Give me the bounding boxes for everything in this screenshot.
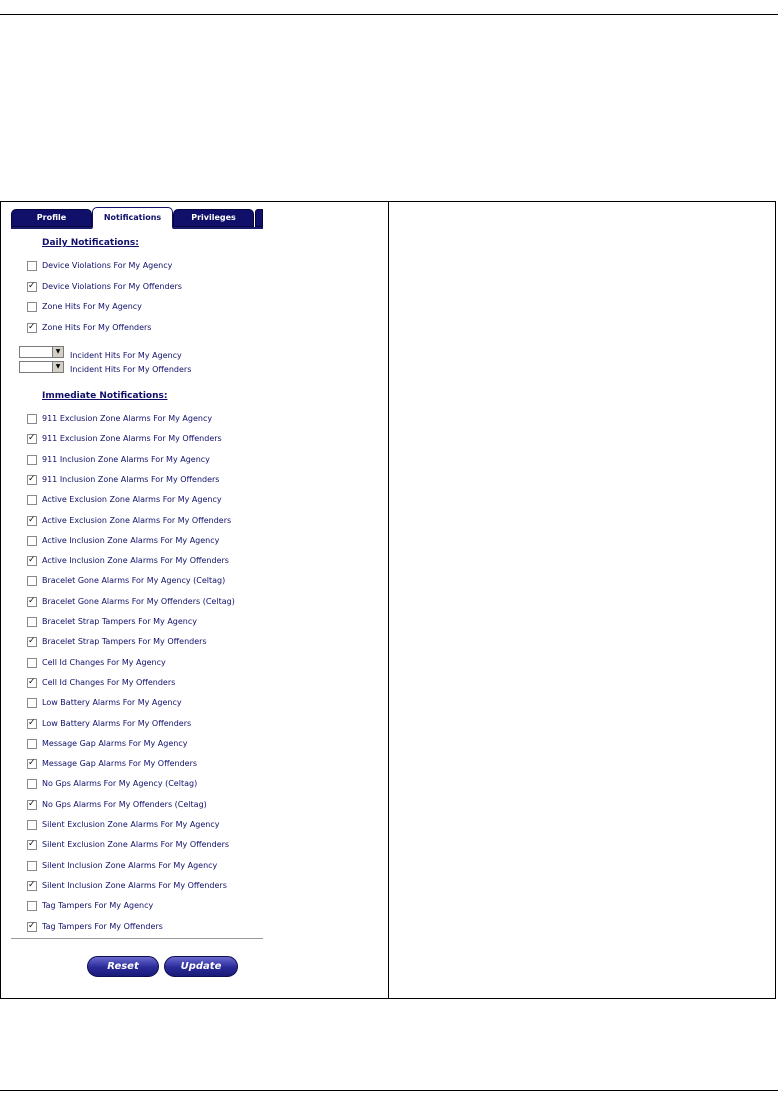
checkmark-icon: ✓ <box>28 280 36 291</box>
notification-label: Zone Hits For My Offenders <box>42 322 152 332</box>
notification-checkbox[interactable] <box>27 861 37 871</box>
table-column-divider <box>388 202 389 998</box>
notification-label: Cell Id Changes For My Agency <box>42 657 166 667</box>
notification-checkbox[interactable] <box>27 739 37 749</box>
notification-checkbox[interactable] <box>27 516 37 526</box>
immediate-notifications-heading: Immediate Notifications: <box>42 391 168 401</box>
checkmark-icon: ✓ <box>28 920 36 931</box>
notification-checkbox[interactable] <box>27 434 37 444</box>
tab-overflow[interactable] <box>255 209 263 227</box>
notification-label: Low Battery Alarms For My Agency <box>42 698 182 708</box>
notification-label: Active Exclusion Zone Alarms For My Agency <box>42 495 222 505</box>
notification-checkbox[interactable] <box>27 779 37 789</box>
checkmark-icon: ✓ <box>28 798 36 809</box>
checkmark-icon: ✓ <box>28 321 36 332</box>
notification-checkbox[interactable] <box>27 261 37 271</box>
notification-checkbox[interactable] <box>27 820 37 830</box>
incident-offenders-select[interactable] <box>19 361 64 373</box>
notification-checkbox[interactable] <box>27 414 37 424</box>
tab-privileges[interactable]: Privileges <box>173 209 254 227</box>
checkmark-icon: ✓ <box>28 433 36 444</box>
notification-label: Tag Tampers For My Agency <box>42 901 154 911</box>
notification-checkbox[interactable] <box>27 658 37 668</box>
incident-agency-select[interactable] <box>19 346 64 358</box>
page-header-rule <box>0 14 778 15</box>
update-button[interactable]: Update <box>164 956 238 977</box>
notification-label: Active Inclusion Zone Alarms For My Agency <box>42 535 220 545</box>
notification-label: Bracelet Strap Tampers For My Agency <box>42 617 198 626</box>
chevron-down-icon: ▼ <box>52 347 63 357</box>
notifications-screenshot <box>11 207 263 988</box>
notification-label: Silent Exclusion Zone Alarms For My Offenders <box>42 840 230 850</box>
notification-checkbox[interactable] <box>27 759 37 769</box>
notification-label: 911 Inclusion Zone Alarms For My Agency <box>42 454 210 464</box>
reset-button[interactable]: Reset <box>87 956 159 977</box>
notification-checkbox[interactable] <box>27 800 37 810</box>
notification-label: Device Violations For My Offenders <box>42 281 182 291</box>
notification-label: No Gps Alarms For My Agency (Celtag) <box>42 779 198 789</box>
notification-label: Silent Exclusion Zone Alarms For My Agency <box>42 820 220 829</box>
notification-checkbox[interactable] <box>27 678 37 688</box>
notification-checkbox[interactable] <box>27 323 37 333</box>
notification-checkbox[interactable] <box>27 637 37 647</box>
notification-checkbox[interactable] <box>27 698 37 708</box>
incident-offenders-label: Incident Hits For My Offenders <box>70 365 192 374</box>
notification-checkbox[interactable] <box>27 719 37 729</box>
page-footer-rule <box>0 1090 778 1091</box>
notification-checkbox[interactable] <box>27 901 37 911</box>
notification-checkbox[interactable] <box>27 302 37 312</box>
document-table <box>0 201 776 999</box>
notification-label: 911 Exclusion Zone Alarms For My Agency <box>42 414 213 423</box>
notification-label: Bracelet Gone Alarms For My Agency (Celtag) <box>42 576 226 586</box>
checkmark-icon: ✓ <box>28 595 36 606</box>
notification-checkbox[interactable] <box>27 282 37 292</box>
checkmark-icon: ✓ <box>28 717 36 728</box>
notification-checkbox[interactable] <box>27 617 37 627</box>
checkmark-icon: ✓ <box>28 514 36 525</box>
notification-checkbox[interactable] <box>27 536 37 546</box>
chevron-down-icon: ▼ <box>52 362 63 372</box>
incident-agency-label: Incident Hits For My Agency <box>70 351 182 360</box>
notification-label: Cell Id Changes For My Offenders <box>42 677 176 687</box>
tab-notifications[interactable]: Notifications <box>92 207 173 229</box>
notification-checkbox[interactable] <box>27 840 37 850</box>
notification-label: Active Inclusion Zone Alarms For My Offenders <box>42 556 229 566</box>
notification-label: Silent Inclusion Zone Alarms For My Offenders <box>42 880 227 890</box>
notification-checkbox[interactable] <box>27 455 37 465</box>
checkmark-icon: ✓ <box>28 555 36 566</box>
notification-checkbox[interactable] <box>27 556 37 566</box>
notification-checkbox[interactable] <box>27 475 37 485</box>
tab-profile[interactable]: Profile <box>11 209 92 227</box>
checkmark-icon: ✓ <box>28 758 36 769</box>
notification-label: Message Gap Alarms For My Offenders <box>42 759 198 769</box>
notification-checkbox[interactable] <box>27 922 37 932</box>
notification-label: Silent Inclusion Zone Alarms For My Agency <box>42 860 218 870</box>
checkmark-icon: ✓ <box>28 879 36 890</box>
notification-checkbox[interactable] <box>27 881 37 891</box>
notification-label: Bracelet Strap Tampers For My Offenders <box>42 637 207 647</box>
notification-label: 911 Inclusion Zone Alarms For My Offenders <box>42 474 220 484</box>
checkmark-icon: ✓ <box>28 636 36 647</box>
notification-label: Active Exclusion Zone Alarms For My Offenders <box>42 515 232 525</box>
notification-label: Tag Tampers For My Offenders <box>42 921 163 931</box>
notification-label: Message Gap Alarms For My Agency <box>42 738 188 748</box>
checkmark-icon: ✓ <box>28 473 36 484</box>
checkmark-icon: ✓ <box>28 839 36 850</box>
notification-label: No Gps Alarms For My Offenders (Celtag) <box>42 799 207 809</box>
form-divider <box>11 938 263 939</box>
notification-checkbox[interactable] <box>27 495 37 505</box>
notification-label: 911 Exclusion Zone Alarms For My Offenders <box>42 434 222 444</box>
notification-label: Low Battery Alarms For My Offenders <box>42 718 192 728</box>
notification-label: Device Violations For My Agency <box>42 261 173 270</box>
notification-checkbox[interactable] <box>27 597 37 607</box>
notification-checkbox[interactable] <box>27 576 37 586</box>
notification-label: Bracelet Gone Alarms For My Offenders (Celtag) <box>42 596 235 606</box>
tab-bar <box>11 207 263 229</box>
checkmark-icon: ✓ <box>28 676 36 687</box>
notification-label: Zone Hits For My Agency <box>42 302 142 311</box>
daily-notifications-heading: Daily Notifications: <box>42 238 139 248</box>
